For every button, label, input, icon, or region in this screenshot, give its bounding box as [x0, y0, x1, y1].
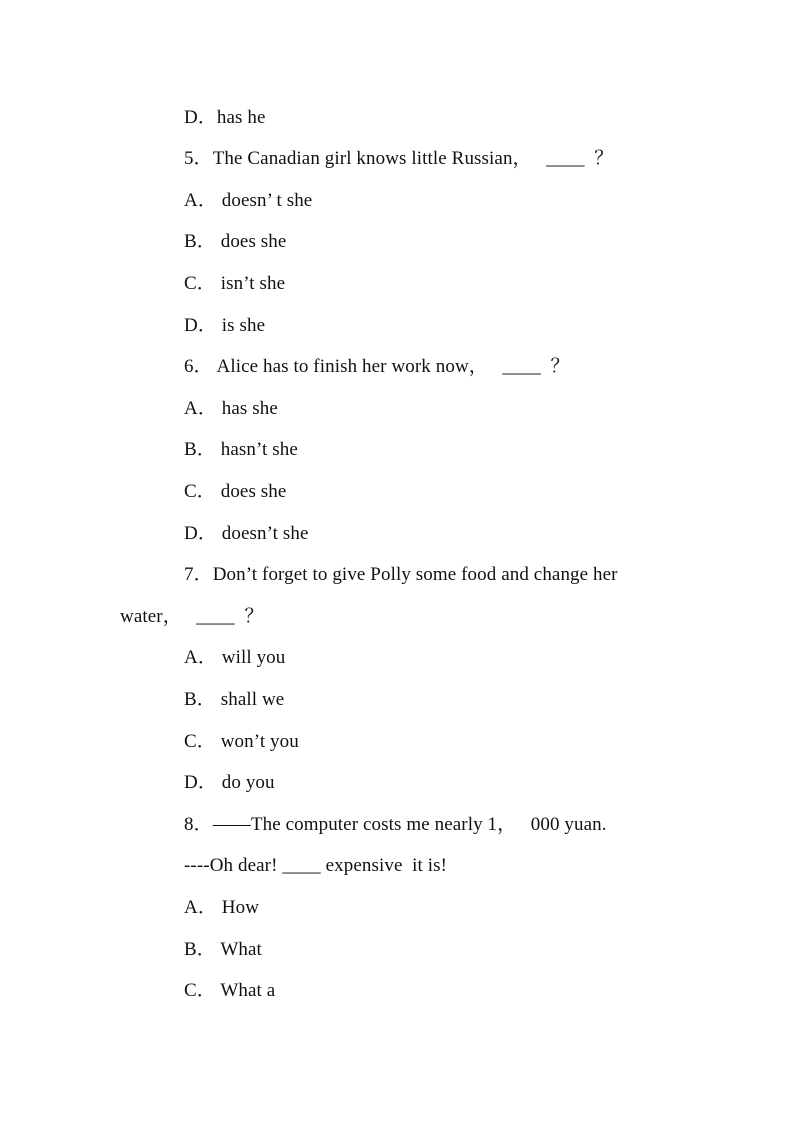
question-8-option-a: A． How — [184, 897, 260, 918]
question-7-option-d: D． do you — [184, 772, 275, 793]
question-6-option-d: D． doesn’t she — [184, 523, 309, 544]
question-6-stem: 6． Alice has to finish her work now， ____ ？ — [184, 356, 570, 377]
question-6-option-c: C． does she — [184, 481, 287, 502]
question-6-option-b: B． hasn’t she — [184, 439, 298, 460]
question-7-option-c: C． won’t you — [184, 731, 299, 752]
question-7-stem-continued: water， ____ ？ — [120, 606, 264, 627]
question-8-reply: ----Oh dear! ____ expensive it is! — [184, 855, 448, 876]
question-5-option-b: B． does she — [184, 231, 287, 252]
question-5-option-a: A． doesn’ t she — [184, 190, 313, 211]
question-8-stem: 8．——The computer costs me nearly 1， 000 yuan. — [184, 814, 607, 835]
question-7-option-b: B． shall we — [184, 689, 285, 710]
question-8-option-c: C． What a — [184, 980, 276, 1001]
question-7-option-a: A． will you — [184, 647, 286, 668]
question-5-option-c: C． isn’t she — [184, 273, 286, 294]
question-6-option-a: A． has she — [184, 398, 278, 419]
question-5-stem: 5．The Canadian girl knows little Russian， ____ ？ — [184, 148, 614, 169]
question-8-option-b: B． What — [184, 939, 262, 960]
question-5-option-d: D． is she — [184, 315, 266, 336]
question-4-option-d: D．has he — [184, 107, 266, 128]
question-7-stem: 7．Don’t forget to give Polly some food and change her — [184, 564, 618, 585]
